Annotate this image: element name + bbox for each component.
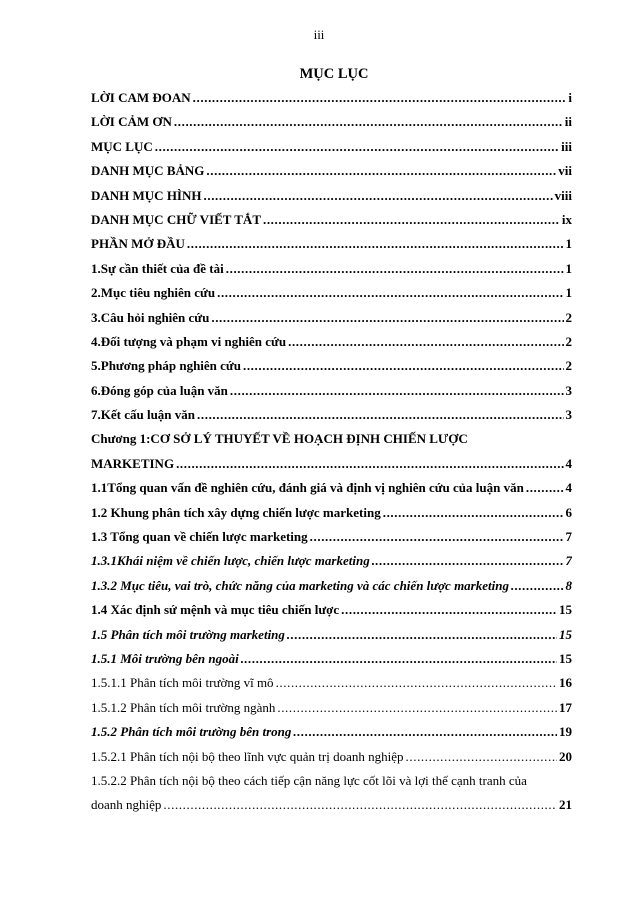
- toc-entry-label: 1.5.2 Phân tích môi trường bên trong: [91, 724, 292, 740]
- toc-entry-label: LỜI CẢM ƠN: [91, 114, 172, 130]
- toc-entry-label: 6.Đóng góp của luận văn: [91, 382, 228, 398]
- toc-entry-page: 15: [559, 650, 572, 666]
- toc-entry[interactable]: [91, 671, 572, 695]
- table-of-contents: [91, 86, 572, 818]
- toc-leader-dots: [287, 623, 557, 647]
- toc-entry-page: 7: [565, 529, 572, 545]
- toc-entry[interactable]: [91, 232, 572, 256]
- toc-entry-page: 19: [559, 724, 572, 740]
- toc-entry-page: 15: [559, 602, 572, 618]
- toc-entry-label: 1.3.1Khái niệm về chiến lược, chiến lược marketing: [91, 553, 370, 569]
- toc-leader-dots: [310, 525, 564, 549]
- toc-entry-page: 7: [565, 553, 572, 569]
- toc-entry[interactable]: [91, 501, 572, 525]
- toc-entry-page: 3: [565, 382, 572, 398]
- toc-leader-dots: [155, 135, 559, 159]
- toc-entry-label: MARKETING: [91, 455, 175, 471]
- toc-entry[interactable]: [91, 110, 572, 134]
- toc-entry[interactable]: [91, 549, 572, 573]
- toc-entry[interactable]: [91, 86, 572, 110]
- toc-entry[interactable]: [91, 403, 572, 427]
- page-number: iii: [313, 27, 325, 42]
- toc-entry[interactable]: [91, 330, 572, 354]
- toc-entry-wrapped-line[interactable]: 1.5.2.2 Phân tích nội bộ theo cách tiếp cận năng lực cốt lõi và lợi thế cạnh tranh của: [91, 772, 527, 788]
- toc-entry[interactable]: [91, 379, 572, 403]
- toc-entry-label: MỤC LỤC: [91, 138, 153, 154]
- toc-entry[interactable]: [91, 159, 572, 183]
- toc-entry-page: 2: [565, 358, 572, 374]
- toc-entry-page: i: [568, 90, 572, 105]
- toc-entry-page: 3: [565, 407, 572, 423]
- toc-entry[interactable]: [91, 720, 572, 744]
- toc-entry-page: 15: [559, 626, 572, 642]
- toc-entry[interactable]: [91, 525, 572, 549]
- toc-leader-dots: [241, 647, 557, 671]
- toc-entry[interactable]: [91, 696, 572, 720]
- toc-entry-page: 1: [565, 236, 572, 252]
- toc-leader-dots: [163, 793, 557, 817]
- toc-leader-dots: [230, 379, 564, 403]
- toc-leader-dots: [197, 403, 563, 427]
- toc-entry-label: 1.5.1.2 Phân tích môi trường ngành: [91, 699, 276, 715]
- toc-entry[interactable]: [91, 793, 572, 817]
- toc-leader-dots: [206, 159, 556, 183]
- toc-leader-dots: [276, 671, 557, 695]
- toc-entry-label: 3.Câu hỏi nghiên cứu: [91, 309, 210, 325]
- toc-entry[interactable]: [91, 647, 572, 671]
- toc-entry-label: doanh nghiệp: [91, 797, 162, 813]
- toc-entry-page: 2: [565, 309, 572, 325]
- toc-leader-dots: [204, 184, 553, 208]
- toc-entry-label: 1.3 Tổng quan về chiến lược marketing: [91, 529, 308, 545]
- toc-entry-page: 8: [565, 577, 572, 593]
- toc-leader-dots: [288, 330, 563, 354]
- toc-entry-label: 1.5 Phân tích môi trường marketing: [91, 626, 285, 642]
- toc-entry-chapter-heading[interactable]: Chương 1:CƠ SỞ LÝ THUYẾT VỀ HOẠCH ĐỊNH CHIẾN LƯỢC: [91, 431, 468, 447]
- toc-entry-label: 1.2 Khung phân tích xây dựng chiến lược marketing: [91, 504, 381, 520]
- toc-entry-label: 1.3.2 Mục tiêu, vai trò, chức năng của marketing và các chiến lược marketing: [91, 577, 509, 593]
- toc-entry-label: 1.1Tổng quan vấn đề nghiên cứu, đánh giá và định vị nghiên cứu của luận văn: [91, 480, 524, 496]
- toc-entry[interactable]: [91, 574, 572, 598]
- toc-leader-dots: [263, 208, 560, 232]
- toc-entry-page: 4: [565, 480, 572, 496]
- toc-leader-dots: [372, 549, 564, 573]
- toc-entry-label: 1.4 Xác định sứ mệnh và mục tiêu chiến lược: [91, 602, 340, 618]
- toc-entry-page: iii: [561, 138, 572, 154]
- toc-entry[interactable]: [91, 452, 572, 476]
- toc-entry-label: DANH MỤC CHỮ VIẾT TẮT: [91, 211, 261, 227]
- toc-entry-label: 1.5.1 Môi trường bên ngoài: [91, 650, 239, 666]
- toc-entry[interactable]: [91, 598, 572, 622]
- toc-entry-page: 1: [565, 285, 572, 301]
- toc-leader-dots: [526, 476, 564, 500]
- toc-entry-page: ii: [564, 114, 572, 130]
- toc-leader-dots: [187, 232, 564, 256]
- toc-entry-label: 1.5.2.1 Phân tích nội bộ theo lĩnh vực quản trị doanh nghiệp: [91, 748, 404, 764]
- toc-entry[interactable]: [91, 745, 572, 769]
- toc-leader-dots: [293, 720, 557, 744]
- toc-leader-dots: [193, 86, 567, 110]
- toc-leader-dots: [217, 281, 563, 305]
- toc-entry-page: 2: [565, 333, 572, 349]
- toc-leader-dots: [511, 574, 564, 598]
- toc-entry-page: 20: [559, 748, 572, 764]
- toc-leader-dots: [277, 696, 557, 720]
- toc-entry-page: 6: [565, 504, 572, 520]
- toc-entry-label: 1.Sự cần thiết của đề tài: [91, 260, 224, 276]
- toc-leader-dots: [211, 306, 563, 330]
- toc-entry[interactable]: [91, 257, 572, 281]
- toc-leader-dots: [383, 501, 564, 525]
- toc-entry-label: PHẦN MỞ ĐẦU: [91, 236, 185, 252]
- toc-entry-page: 21: [559, 797, 572, 813]
- toc-leader-dots: [406, 745, 557, 769]
- toc-entry-label: 4.Đối tượng và phạm vi nghiên cứu: [91, 333, 287, 349]
- toc-entry[interactable]: [91, 306, 572, 330]
- toc-entry-page: 4: [565, 455, 572, 471]
- toc-entry[interactable]: [91, 354, 572, 378]
- toc-entry[interactable]: [91, 135, 572, 159]
- toc-leader-dots: [174, 110, 563, 134]
- toc-leader-dots: [226, 257, 564, 281]
- toc-title: MỤC LỤC: [299, 66, 369, 82]
- toc-entry[interactable]: [91, 623, 572, 647]
- toc-entry-label: DANH MỤC HÌNH: [91, 187, 202, 203]
- toc-entry-page: viii: [554, 187, 572, 203]
- toc-entry[interactable]: [91, 281, 572, 305]
- toc-entry-label: DANH MỤC BẢNG: [91, 163, 205, 179]
- toc-entry-label: 5.Phương pháp nghiên cứu: [91, 358, 241, 374]
- toc-entry-label: 2.Mục tiêu nghiên cứu: [91, 285, 216, 301]
- toc-entry-label: LỜI CAM ĐOAN: [91, 90, 191, 105]
- toc-entry-page: 1: [565, 260, 572, 276]
- toc-leader-dots: [243, 354, 564, 378]
- toc-entry-page: 17: [559, 699, 572, 715]
- toc-entry[interactable]: [91, 208, 572, 232]
- toc-leader-dots: [176, 452, 563, 476]
- toc-entry[interactable]: [91, 476, 572, 500]
- toc-entry-page: 16: [559, 675, 572, 691]
- toc-entry-label: 1.5.1.1 Phân tích môi trường vĩ mô: [91, 675, 274, 691]
- toc-entry-label: 7.Kết cấu luận văn: [91, 407, 196, 423]
- toc-entry[interactable]: [91, 184, 572, 208]
- toc-leader-dots: [341, 598, 557, 622]
- toc-entry-page: vii: [558, 163, 572, 179]
- toc-entry-page: ix: [561, 211, 572, 227]
